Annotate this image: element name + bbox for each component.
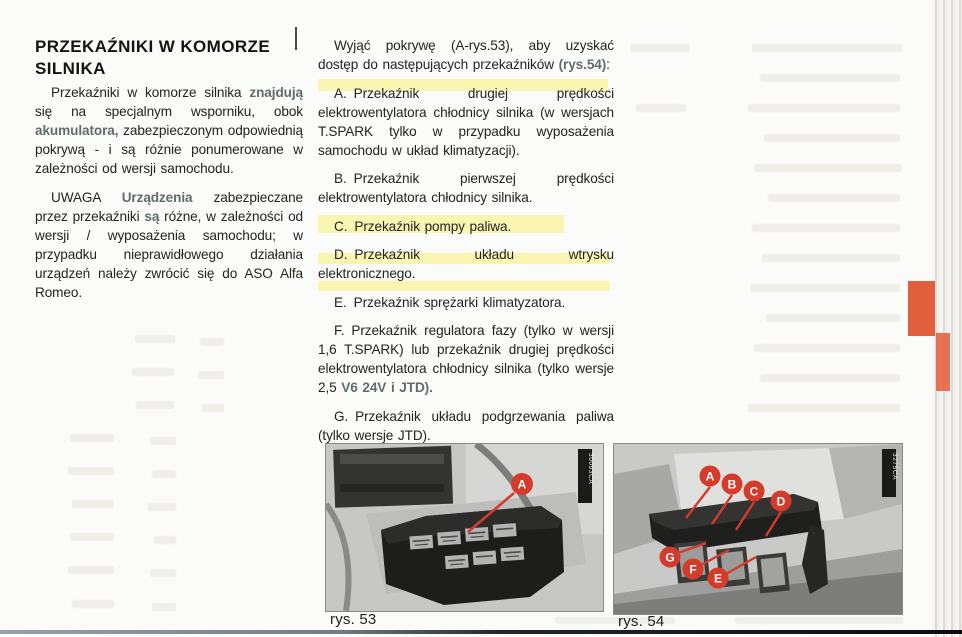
relay-text: Przekaźnik układu wtrysku elektronicznego. (318, 247, 614, 281)
svg-text:E: E (713, 571, 723, 586)
relay-text: Przekaźnik układu podgrzewania paliwa (tylko wersje JTD). (318, 408, 614, 443)
relay-item-B (318, 169, 614, 207)
page-stack-edge (932, 0, 962, 637)
relay-letter: C. (334, 218, 348, 234)
photo-code-tag (578, 449, 594, 503)
relay-text: Przekaźnik drugiej prędkości elektrowentylatora chłodnicy silnika (w wersjach T.SPARK tylko w przypadku wyposażenia samochodu w układ klimatyzacji). (318, 85, 614, 158)
callout-G (660, 547, 681, 568)
svg-text:A: A (705, 469, 715, 484)
paragraph-uwaga: UWAGA Urządzenia zabezpieczane przez przekaźniki są różne, w zależności od wersji / wyposażenia samochodu; w przypadku nieprawidłowego działania urządzeń należy zwrócić się do ASO Alfa Romeo. (35, 190, 303, 300)
callout-C (744, 481, 765, 502)
relay-item-E (318, 293, 614, 312)
svg-text:30093CA: 30093CA (587, 453, 594, 485)
figure-rys53-caption: rys. 53 (330, 611, 377, 628)
relay-text: Przekaźnik pierwszej prędkości elektrowentylatora chłodnicy silnika. (318, 171, 614, 205)
callout-F (683, 559, 704, 580)
svg-text:3275CA: 3275CA (891, 453, 898, 481)
relay-item-A (318, 84, 614, 160)
right-column (318, 36, 614, 454)
relay-letter: B. (334, 171, 347, 186)
relay-letter: A. (334, 85, 347, 101)
relay-text: Przekaźnik sprężarki klimatyzatora. (353, 294, 566, 310)
svg-text:C: C (749, 484, 759, 499)
relay-letter: G. (334, 408, 349, 424)
relay-text: Przekaźnik pompy paliwa. (354, 218, 512, 234)
bottom-rule (0, 630, 962, 634)
relay-item-F (318, 321, 614, 397)
svg-text:D: D (776, 494, 786, 509)
svg-text:A: A (517, 477, 527, 492)
relay-letter: D. (334, 247, 348, 262)
left-column (35, 83, 303, 312)
orange-index-tab-edge (936, 333, 950, 391)
relay-item-G (318, 407, 614, 445)
callout-B (722, 474, 743, 495)
callout-E (708, 568, 729, 589)
svg-text:B: B (727, 477, 737, 492)
callout-D (771, 491, 792, 512)
paragraph-intro: Przekaźniki w komorze silnika znajdują się na specjalnym wsporniku, obok akumulatora, zabezpieczonym odpowiednią pokrywą - i są różnie ponumerowane w zależności od wersji samochodu. (35, 85, 303, 176)
relay-item-D (318, 245, 614, 283)
orange-index-tab (908, 281, 935, 336)
relay-text: Przekaźnik regulatora fazy (tylko w wersji 1,6 T.SPARK) lub przekaźnik drugiej prędkości elektrowentylatora chłodnicy silnika (tylko wersje 2,5 V6 24V i JTD). (318, 323, 614, 395)
callout-A (700, 466, 721, 487)
relay-item-C (318, 217, 614, 236)
figure-rys54-caption: rys. 54 (618, 613, 665, 630)
svg-text:F: F (689, 562, 697, 577)
callout-A (511, 473, 533, 495)
page-left-edge (0, 0, 26, 637)
figure-rys54-photo (613, 443, 903, 615)
relay-letter: E. (334, 294, 347, 310)
svg-text:G: G (665, 550, 675, 565)
paragraph-remove-cover: Wyjąć pokrywę (A-rys.53), aby uzyskać dostęp do następujących przekaźników (rys.54): (318, 38, 614, 72)
relay-letter: F. (334, 323, 345, 338)
section-heading: PRZEKAŹNIKI W KOMORZE SILNIKA (35, 37, 271, 78)
figure-rys53-photo (325, 443, 604, 612)
photo-code-tag (882, 449, 898, 497)
